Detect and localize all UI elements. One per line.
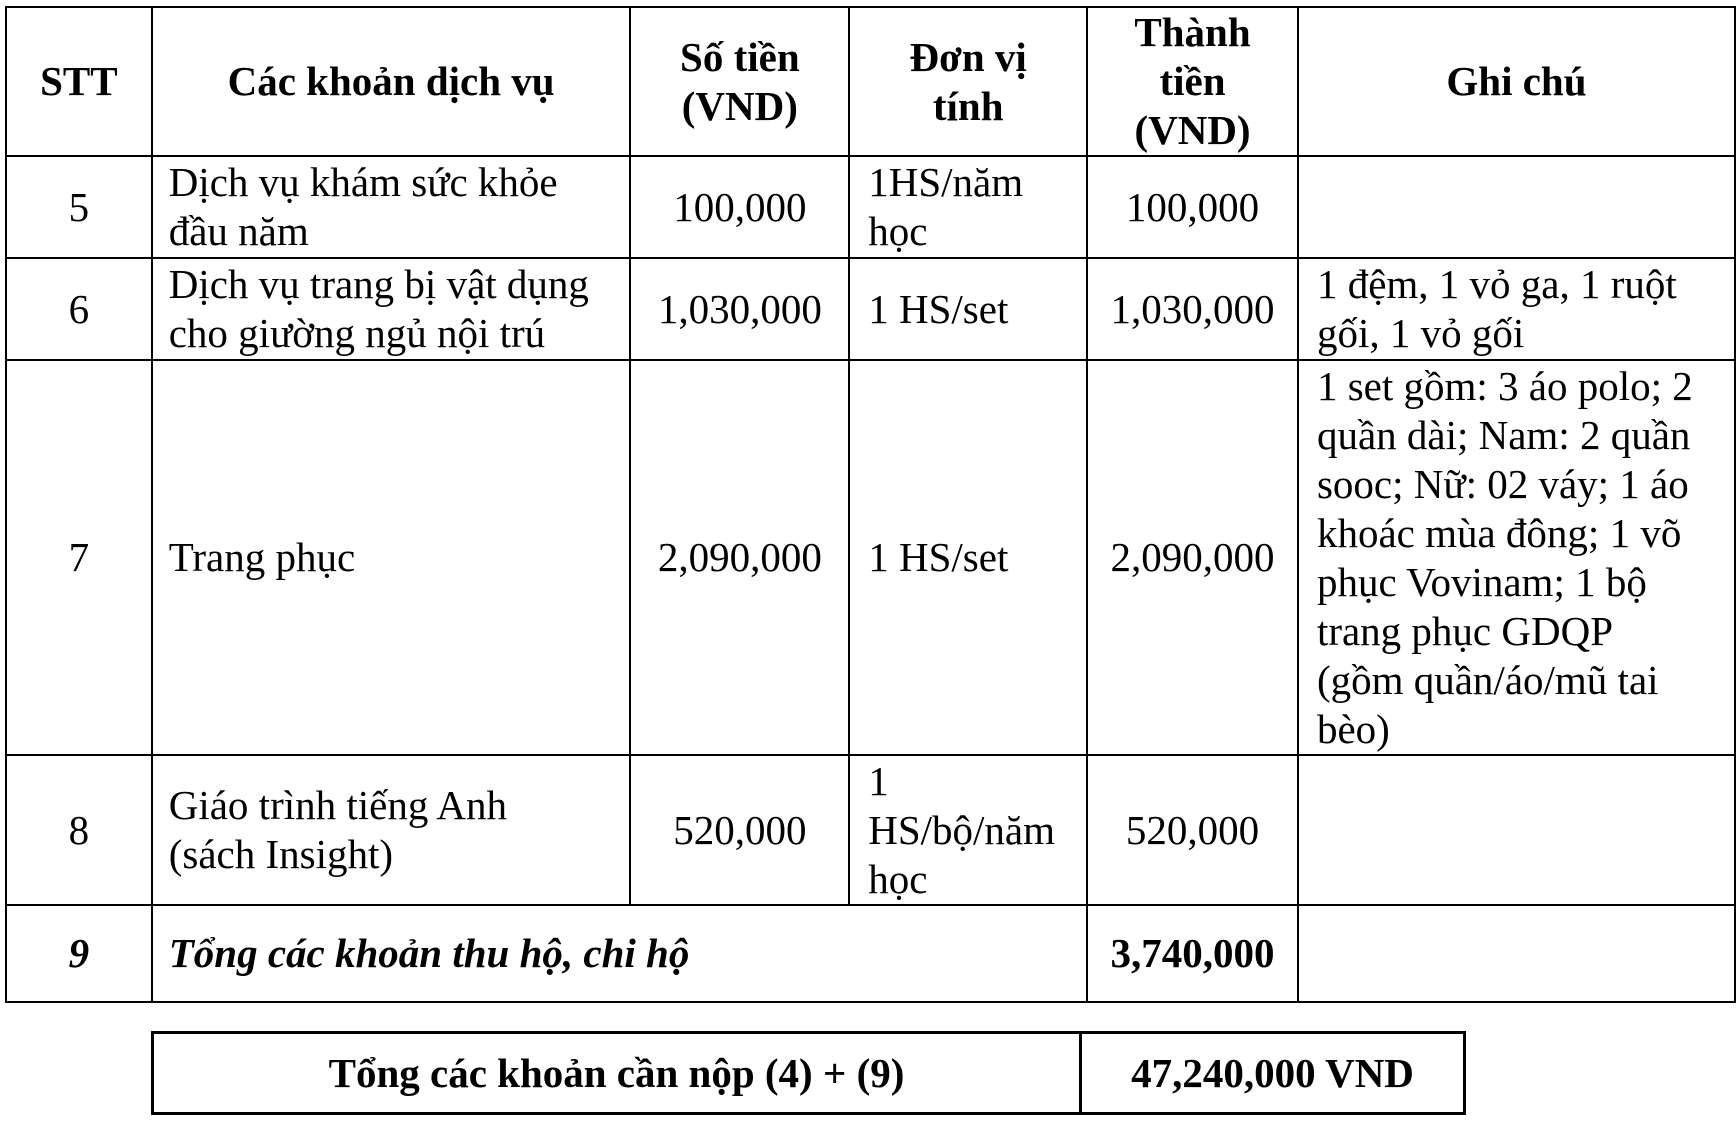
row-total: 2,090,000 <box>1087 360 1298 755</box>
row-amount: 100,000 <box>630 156 849 258</box>
header-total-line2: tiền <box>1159 58 1226 104</box>
header-stt: STT <box>6 7 152 156</box>
row-note-line: sooc; Nữ: 02 váy; 1 áo <box>1316 460 1689 507</box>
fee-table <box>5 6 1736 1003</box>
row-amount: 2,090,000 <box>630 360 849 755</box>
row-service-line: (sách Insight) <box>168 831 394 877</box>
header-amount-line1: Số tiền <box>680 33 800 80</box>
header-unit <box>849 7 1087 156</box>
header-total <box>1087 7 1298 156</box>
row-stt: 5 <box>6 156 152 258</box>
table-row <box>6 360 1735 755</box>
header-amount-line2: (VND) <box>681 82 798 129</box>
table-row <box>6 258 1735 360</box>
row-unit <box>849 156 1087 258</box>
grand-total-label: Tổng các khoản cần nộp (4) + (9) <box>153 1033 1081 1114</box>
row-stt: 6 <box>6 258 152 360</box>
row-note-line: phục Vovinam; 1 bộ <box>1316 558 1647 605</box>
row-note <box>1298 156 1735 258</box>
header-total-line1: Thành <box>1134 9 1251 55</box>
row-note-line: (gồm quần/áo/mũ tai <box>1316 656 1659 703</box>
row-service-line: cho giường ngủ nội trú <box>168 310 546 356</box>
row-unit <box>849 755 1087 905</box>
row-total: 520,000 <box>1087 755 1298 905</box>
row-unit-line: 1HS/năm <box>868 159 1024 205</box>
row-note <box>1298 258 1735 360</box>
row-note-line: gối, 1 vỏ gối <box>1316 310 1525 356</box>
row-note <box>1298 755 1735 905</box>
row-stt: 8 <box>6 755 152 905</box>
header-total-line3: (VND) <box>1134 107 1251 153</box>
subtotal-label: Tổng các khoản thu hộ, chi hộ <box>152 905 1087 1002</box>
row-unit: 1 HS/set <box>849 258 1087 360</box>
row-note-line: quần dài; Nam: 2 quần <box>1316 411 1691 458</box>
row-total: 1,030,000 <box>1087 258 1298 360</box>
row-amount: 520,000 <box>630 755 849 905</box>
row-stt: 7 <box>6 360 152 755</box>
grand-total-box <box>151 1031 1466 1115</box>
header-unit-line2: tính <box>932 82 1004 129</box>
header-unit-line1: Đơn vị <box>909 33 1027 80</box>
row-service <box>152 258 631 360</box>
row-note <box>1298 360 1735 755</box>
row-note-line: 1 đệm, 1 vỏ ga, 1 ruột <box>1316 261 1677 307</box>
table-row <box>6 156 1735 258</box>
header-service: Các khoản dịch vụ <box>152 7 631 156</box>
header-row <box>6 7 1735 156</box>
header-note: Ghi chú <box>1298 7 1735 156</box>
row-service <box>152 156 631 258</box>
row-note-line: 1 set gồm: 3 áo polo; 2 <box>1316 362 1693 409</box>
row-note-line: khoác mùa đông; 1 võ <box>1316 509 1682 556</box>
subtotal-row <box>6 905 1735 1002</box>
row-service-line: Dịch vụ trang bị vật dụng <box>168 261 589 307</box>
table-row <box>6 755 1735 905</box>
row-total: 100,000 <box>1087 156 1298 258</box>
row-note-line: bèo) <box>1316 705 1390 752</box>
row-unit-line: HS/bộ/năm <box>868 806 1056 853</box>
row-note-line: trang phục GDQP <box>1316 607 1614 654</box>
row-unit-line: 1 <box>868 757 889 804</box>
subtotal-note <box>1298 905 1735 1002</box>
row-unit-line: học <box>868 855 928 902</box>
header-amount <box>630 7 849 156</box>
row-amount: 1,030,000 <box>630 258 849 360</box>
row-service <box>152 755 631 905</box>
subtotal-stt: 9 <box>6 905 152 1002</box>
grand-total-row <box>153 1033 1465 1114</box>
row-service: Trang phục <box>152 360 631 755</box>
row-service-line: đầu năm <box>168 208 309 254</box>
row-unit: 1 HS/set <box>849 360 1087 755</box>
grand-total-value: 47,240,000 VND <box>1081 1033 1465 1114</box>
row-service-line: Giáo trình tiếng Anh <box>168 782 507 828</box>
row-unit-line: học <box>868 208 928 254</box>
subtotal-value: 3,740,000 <box>1087 905 1298 1002</box>
row-service-line: Dịch vụ khám sức khỏe <box>168 159 558 205</box>
